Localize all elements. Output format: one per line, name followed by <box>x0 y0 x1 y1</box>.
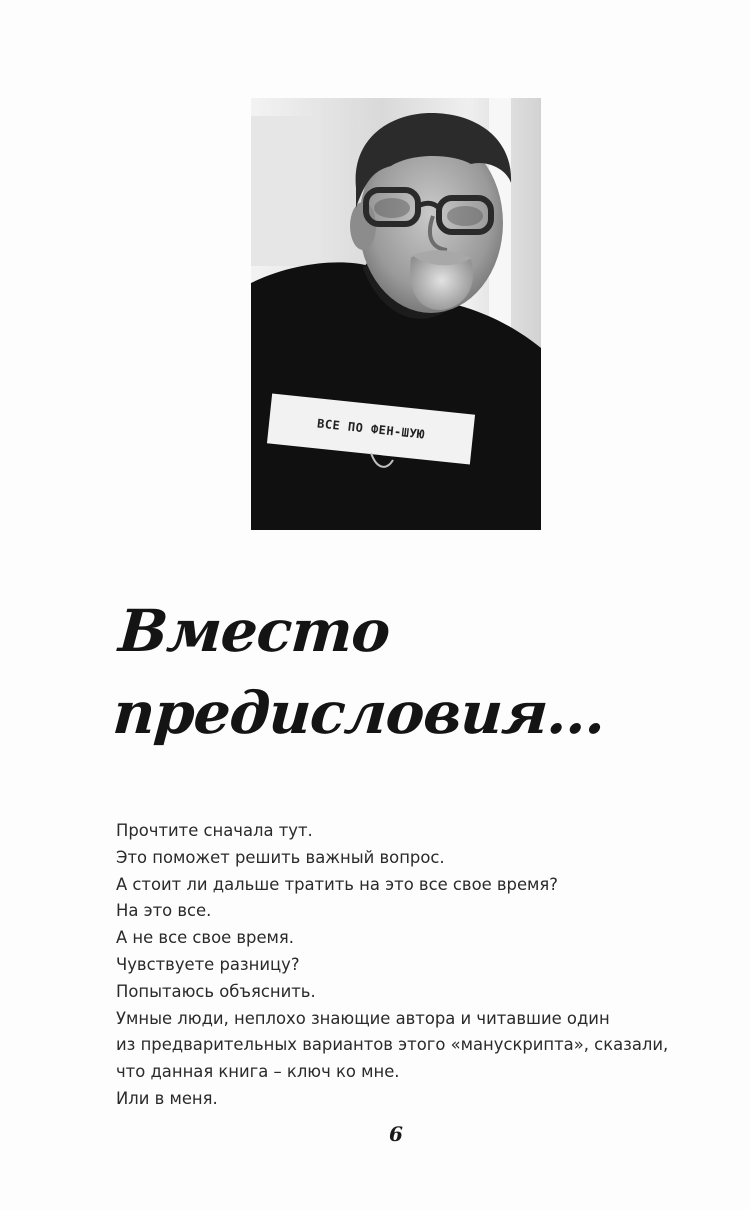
chapter-heading <box>110 590 681 754</box>
body-line: Это поможет решить важный вопрос. <box>116 847 445 867</box>
body-text <box>116 818 716 1113</box>
body-line: Прочтите сначала тут. <box>116 821 313 840</box>
body-line: Чувствуете разницу? <box>116 954 300 974</box>
body-line: из предварительных вариантов этого «манускрипта», сказали, <box>116 1035 669 1055</box>
author-portrait-icon <box>251 98 541 530</box>
shirt-label-text: ВСЕ ПО ФЕН-ШУЮ <box>316 416 426 442</box>
body-line: Умные люди, неплохо знающие автора и читавшие один <box>116 1008 610 1028</box>
body-line: На это все. <box>116 901 212 921</box>
author-photo <box>251 98 541 530</box>
heading-line-1: Вместо <box>116 597 392 665</box>
body-line: А стоит ли дальше тратить на это все свое время? <box>116 874 558 894</box>
body-line: Попытаюсь объяснить. <box>116 981 316 1001</box>
heading-line-2: предисловия... <box>110 679 608 747</box>
page-number: 6 <box>389 1122 403 1146</box>
body-line: что данная книга – ключ ко мне. <box>116 1062 400 1082</box>
body-line: Или в меня. <box>116 1088 218 1108</box>
body-line: А не все свое время. <box>116 928 294 948</box>
